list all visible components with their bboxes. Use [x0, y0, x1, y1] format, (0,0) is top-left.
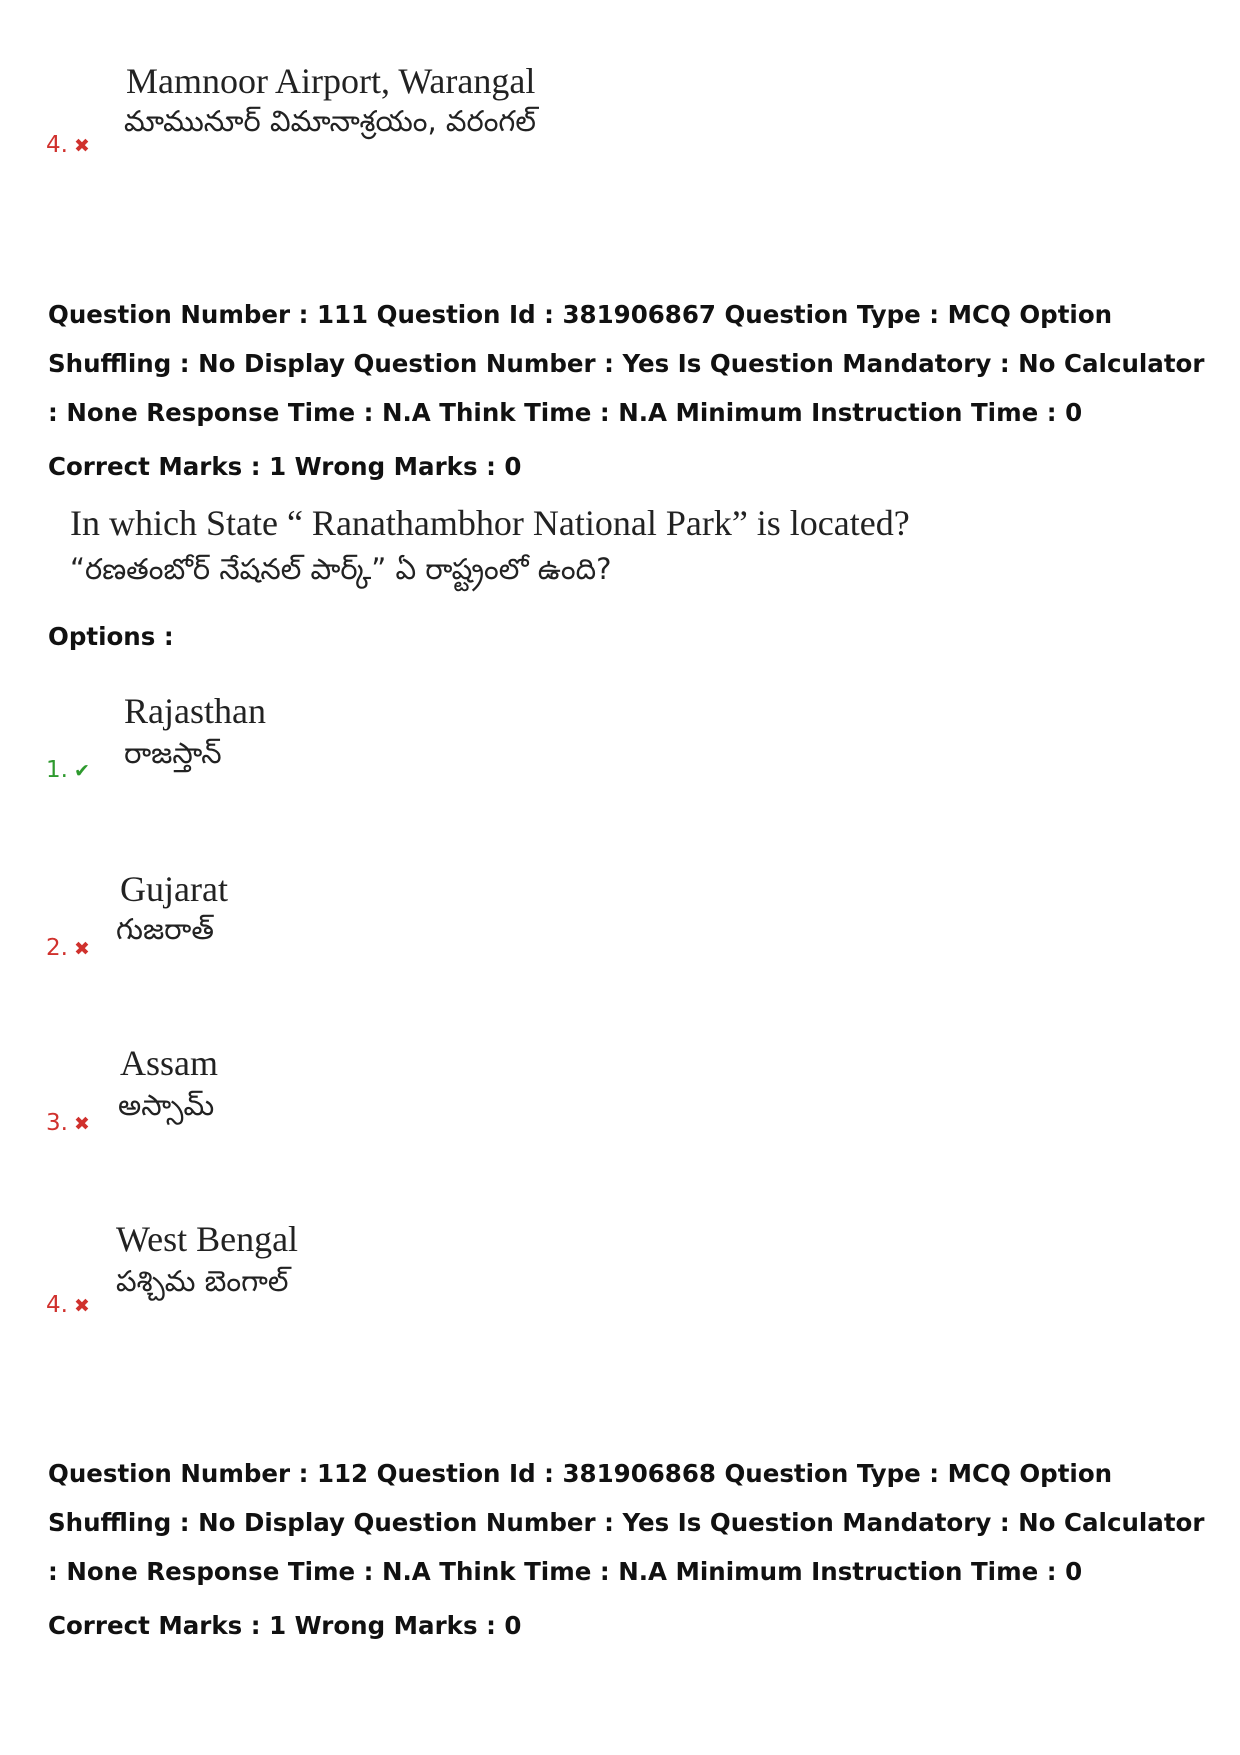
options-label: Options :	[48, 622, 174, 651]
wrong-icon: ✖	[73, 1113, 90, 1135]
question-text-te: “రణతంబోర్ నేషనల్ పార్క్” ఏ రాష్ట్రంలో ఉంది?	[70, 552, 612, 586]
option-number: 4. ✖	[46, 1292, 90, 1318]
option-text-te: మామునూర్ విమానాశ్రయం, వరంగల్	[124, 104, 536, 138]
option-text-en: West Bengal	[116, 1219, 299, 1259]
option-number: 1. ✔	[46, 757, 90, 783]
option-number: 2. ✖	[46, 935, 90, 961]
option-text-te: గుజరాత్	[116, 912, 214, 946]
option-number: 3. ✖	[46, 1110, 90, 1136]
option-text-en: Gujarat	[120, 869, 228, 909]
option-text-te: పశ్చిమ బెంగాల్	[116, 1264, 289, 1298]
option-text-en: Mamnoor Airport, Warangal	[126, 61, 536, 101]
marks-info: Correct Marks : 1 Wrong Marks : 0	[48, 452, 522, 481]
wrong-icon: ✖	[73, 1295, 90, 1317]
wrong-icon: ✖	[73, 135, 90, 157]
marks-info: Correct Marks : 1 Wrong Marks : 0	[48, 1611, 522, 1640]
option-text-te: అస్సామ్	[118, 1088, 215, 1122]
question-text-en: In which State “ Ranathambhor National Park” is located?	[70, 503, 910, 543]
correct-icon: ✔	[73, 760, 90, 782]
option-text-en: Assam	[120, 1043, 218, 1083]
question-meta: Question Number : 112 Question Id : 381906868 Question Type : MCQ Option Shuffling : No Display Question Number : Yes Is Question Mandatory : No Calculator : None Response Time : N.A Think Time : N.A Minimum Instruction Time : 0	[48, 1459, 1205, 1586]
wrong-icon: ✖	[73, 938, 90, 960]
option-text-en: Rajasthan	[124, 691, 266, 731]
option-number: 4. ✖	[46, 132, 90, 158]
option-text-te: రాజస్తాన్	[124, 736, 222, 770]
question-meta: Question Number : 111 Question Id : 381906867 Question Type : MCQ Option Shuffling : No Display Question Number : Yes Is Question Mandatory : No Calculator : None Response Time : N.A Think Time : N.A Minimum Instruction Time : 0	[48, 300, 1205, 427]
